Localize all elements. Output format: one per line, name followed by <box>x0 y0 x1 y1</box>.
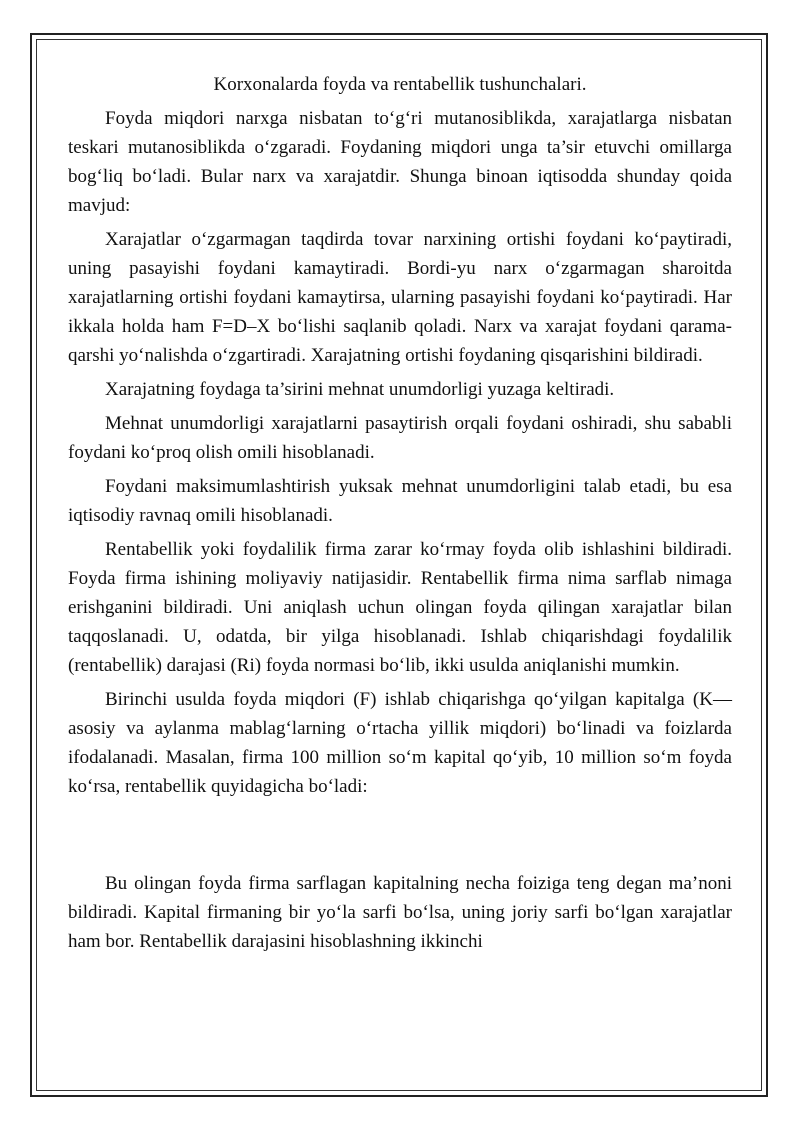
paragraph-1: Foyda miqdori narxga nisbatan to‘g‘ri mutanosiblikda, xarajatlarga nisbatan teskari mutanosiblikda o‘zgaradi. Foydaning miqdori unga ta’sir etuvchi omillarga bog‘liq bo‘ladi. Bular narx va xarajatdir. Shunga binoan iqtisodda shunday qoida mavjud: <box>68 108 732 216</box>
document-body <box>68 70 732 961</box>
paragraph-2: Xarajatlar o‘zgarmagan taqdirda tovar narxining ortishi foydani ko‘paytiradi, uning pasayishi foydani kamaytiradi. Bordi-yu narx o‘zgarmagan sharoitda xarajatlarning ortishi foydani kamaytirsa, ularning pasayishi foydani ko‘paytiradi. Har ikkala holda ham F=D–X bo‘lishi saqlanib qoladi. Narx va xarajat foydani qarama-qarshi yo‘nalishda o‘zgartiradi. Xarajatning ortishi foydaning qisqarishini bildiradi. <box>68 229 732 366</box>
document-title: Korxonalarda foyda va rentabellik tushunchalari. <box>213 74 587 95</box>
formula-blank-space <box>68 806 732 869</box>
paragraph-8: Bu olingan foyda firma sarflagan kapitalning necha foiziga teng degan ma’noni bildiradi. Kapital firmaning bir yo‘la sarfi bo‘lsa, uning joriy sarfi bo‘lgan xarajatlar ham bor. Rentabellik darajasini hisoblashning ikkinchi <box>68 873 732 952</box>
paragraph-6: Rentabellik yoki foydalilik firma zarar ko‘rmay foyda olib ishlashini bildiradi. Foyda firma ishining moliyaviy natijasidir. Rentabellik firma nima sarflab nimaga erishganini bildiradi. Uni aniqlash uchun olingan foyda qilingan xarajatlar bilan taqqoslanadi. U, odatda, bir yilga hisoblanadi. Ishlab chiqarishdagi foydalilik (rentabellik) darajasi (Ri) foyda normasi bo‘lib, ikki usulda aniqlanishi mumkin. <box>68 539 732 676</box>
paragraph-7: Birinchi usulda foyda miqdori (F) ishlab chiqarishga qo‘yilgan kapitalga (K—asosiy va aylanma mablag‘larning o‘rtacha yillik miqdori) bo‘linadi va foizlarda ifodalanadi. Masalan, firma 100 million so‘m kapital qo‘yib, 10 million so‘m foyda ko‘rsa, rentabellik quyidagicha bo‘ladi: <box>68 689 732 797</box>
paragraph-4: Mehnat unumdorligi xarajatlarni pasaytirish orqali foydani oshiradi, shu sababli foydani ko‘proq olish omili hisoblanadi. <box>68 413 732 463</box>
paragraph-3: Xarajatning foydaga ta’sirini mehnat unumdorligi yuzaga keltiradi. <box>105 379 615 400</box>
paragraph-5: Foydani maksimumlashtirish yuksak mehnat unumdorligini talab etadi, bu esa iqtisodiy ravnaq omili hisoblanadi. <box>68 476 732 526</box>
